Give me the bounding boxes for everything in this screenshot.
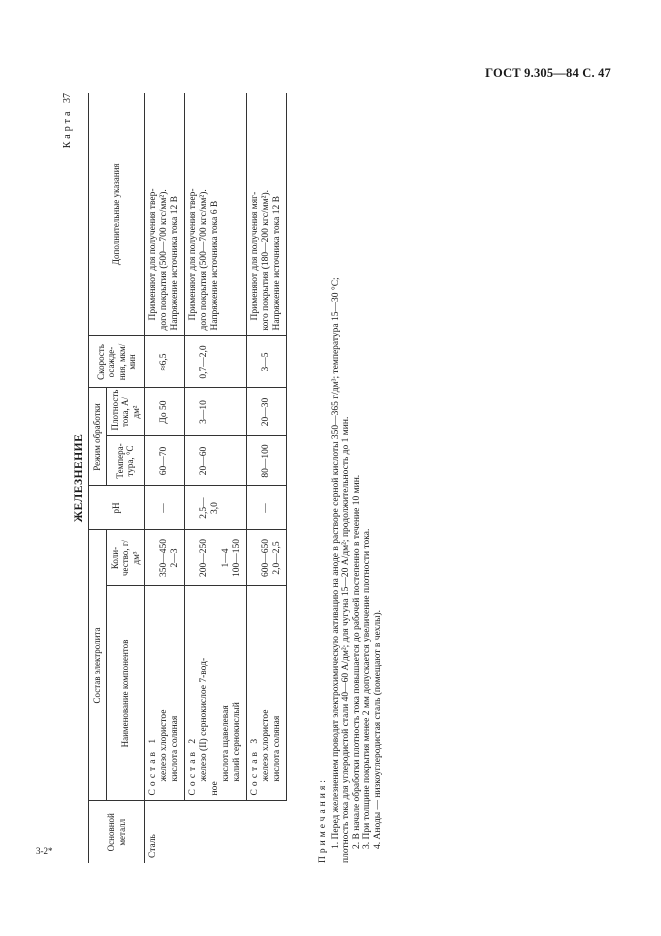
base-metal-cell: Сталь [145, 801, 287, 863]
instructions-cell [145, 93, 185, 336]
quantity-item: 200—250 [199, 539, 209, 577]
note-item: плотность тока для углеродистой стали 40—60 А/дм²; для чугуна 15—20 А/дм²; продолжительность до 1 мин. [341, 416, 351, 863]
header-mode: Режим обработки [89, 388, 107, 486]
quantity-item: 2—3 [170, 548, 180, 568]
component-item: ное [210, 781, 220, 796]
composition-label: Состав 2 [188, 735, 198, 796]
component-item: железо хлористое [261, 709, 271, 782]
component-item: железо (II) сернокислое 7-вод- [199, 657, 209, 782]
instruction-line: Напряжение источника тока 12 В [170, 196, 180, 331]
section-title: ЖЕЛЕЗНЕНИЕ [73, 433, 85, 523]
instruction-line: Применяют для получения твер- [188, 188, 198, 321]
header-temperature: Темпера-тура, °С [106, 436, 145, 486]
notes-title: Примечания: [318, 777, 328, 863]
components-cell [185, 586, 247, 801]
temperature-cell: 20—60 [185, 436, 247, 486]
ph-cell: — [247, 486, 287, 530]
page-header: ГОСТ 9.305—84 С. 47 [485, 66, 611, 80]
note-item: 3. При толщине покрытия менее 2 мм допускается увеличение плотности тока. [362, 528, 372, 849]
quantities-cell [247, 530, 287, 586]
header-component-name: Наименование компонентов [106, 586, 145, 801]
quantity-item [210, 536, 221, 581]
header-quantity: Коли-чество, г/дм³ [106, 530, 145, 586]
component-item: кислота щавелевая [221, 705, 231, 782]
table-row [185, 93, 247, 863]
speed-cell: 3—5 [247, 336, 287, 388]
quantity-item: 1—4 [221, 548, 231, 568]
speed-cell: ≈6,5 [145, 336, 185, 388]
header-current-density: Плотность тока, А/дм² [106, 388, 145, 436]
temperature-cell: 60—70 [145, 436, 185, 486]
instructions-cell [247, 93, 287, 336]
components-cell [247, 586, 287, 801]
instruction-line: Напряжение источника тока 12 В [272, 196, 282, 331]
composition-label: Состав 1 [148, 735, 158, 796]
instruction-line: Применяют для получения твер- [148, 188, 158, 321]
table-row [247, 93, 287, 863]
instruction-line: дого покрытия (500—700 кгс/мм²). [159, 189, 169, 331]
electrolyte-table [88, 93, 287, 863]
component-item: железо хлористое [159, 709, 169, 782]
ph-cell: 2,5—3,0 [185, 486, 247, 530]
composition-label: Состав 3 [250, 735, 260, 796]
card-number: 37 [62, 93, 73, 103]
notes-block [318, 93, 383, 863]
current-density-cell: 20—30 [247, 388, 287, 436]
header-speed: Скорость осажде-ния, мкм/мин [89, 336, 145, 388]
instruction-line: кого покрытия (180—200 кгс/мм²). [261, 189, 271, 331]
rotated-sheet [60, 93, 420, 863]
card-label [62, 93, 73, 148]
current-density-cell: 3—10 [185, 388, 247, 436]
components-cell [145, 586, 185, 801]
note-item: 4. Аноды — низкоуглеродистая сталь (помещают в чехлы). [372, 610, 383, 849]
quantities-cell [145, 530, 185, 586]
quantities-cell [185, 530, 247, 586]
instruction-line: Применяют для получения мяг- [250, 191, 260, 321]
card-label-text: Карта [62, 108, 73, 149]
current-density-cell: До 50 [145, 388, 185, 436]
header-ph: pH [89, 486, 145, 530]
instruction-line: дого покрытия (500—700 кгс/мм²). [199, 189, 209, 331]
note-item: 2. В начале обработки плотность тока повышается до рабочей постепенно в течение 10 мин. [351, 474, 362, 849]
header-base-metal: Основной металл [89, 801, 145, 863]
component-item: кислота соляная [170, 715, 180, 782]
header-instructions: Дополнительные указания [89, 93, 145, 336]
note-item: 1. Перед железнением проводят электрохимическую активацию на аноде в растворе серной кислоты 350—365 г/дм³; температура 15—30 °С; [330, 277, 341, 849]
temperature-cell: 80—100 [247, 436, 287, 486]
instructions-cell [185, 93, 247, 336]
quantity-item: 2,0—2,5 [272, 541, 282, 575]
page-mark: 3-2* [36, 846, 53, 856]
speed-cell: 0,7—2,0 [185, 336, 247, 388]
component-item: калий сернокислый [232, 702, 242, 782]
instruction-line: Напряжение источника тока 6 В [210, 200, 220, 331]
quantity-item: 100—150 [232, 539, 242, 577]
component-item: кислота соляная [272, 715, 282, 782]
header-electrolyte: Состав электролита [89, 530, 107, 801]
quantity-item: 600—650 [261, 539, 271, 577]
table-row [145, 93, 185, 863]
quantity-item: 350—450 [159, 539, 169, 577]
ph-cell: — [145, 486, 185, 530]
